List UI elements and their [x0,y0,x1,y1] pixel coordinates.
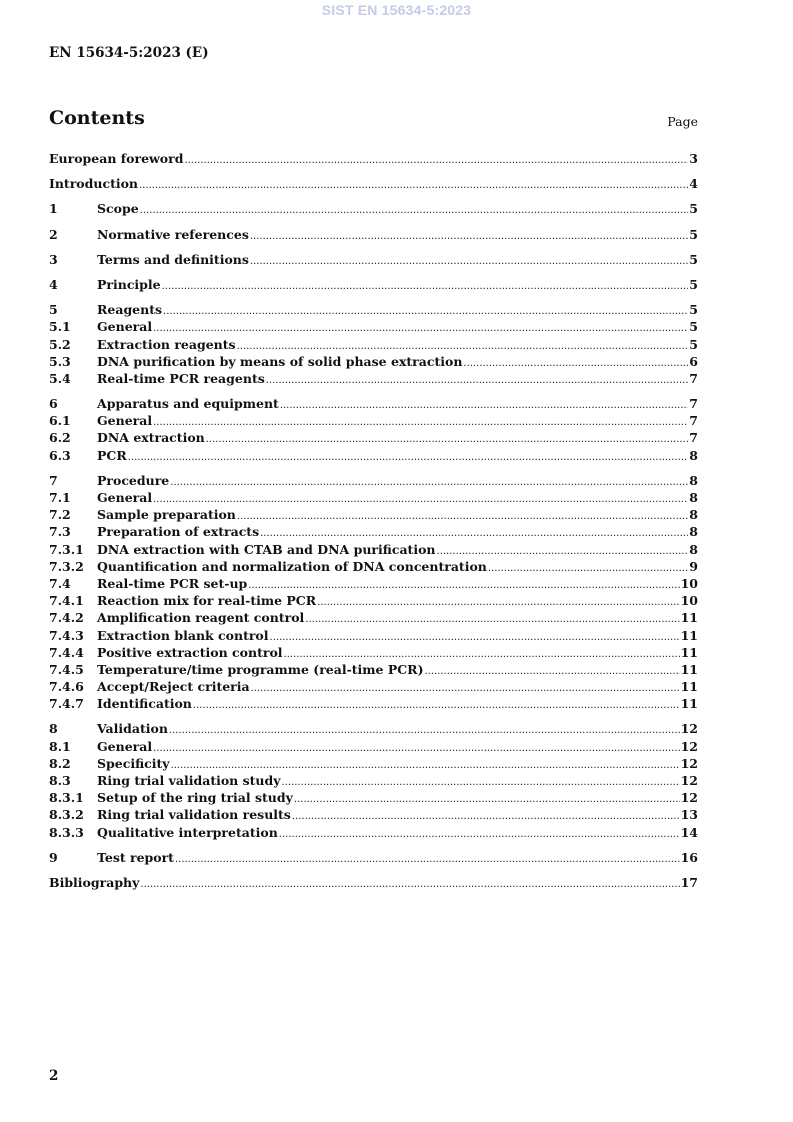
toc-entry[interactable] [49,353,698,370]
toc-entry-number: 8.3.3 [49,824,84,840]
toc-entry-number: 3 [49,251,58,267]
toc-entry-title[interactable]: Bibliography [49,874,140,890]
toc-entry[interactable] [49,472,698,489]
toc-entry-page: 8 [689,524,698,540]
toc-entry-page: 11 [680,696,698,712]
toc-entry-page: 16 [680,849,698,865]
toc-dot-leader [175,849,680,868]
toc-dot-leader [250,226,688,245]
toc-entry-page: 9 [689,558,698,574]
toc-entry[interactable] [49,627,698,644]
toc-dot-leader [140,200,689,219]
toc-entry-title[interactable]: Normative references [97,226,249,242]
toc-entry-title[interactable]: General [97,490,153,505]
toc-entry-page: 5 [689,276,698,292]
toc-entry-page: 7 [689,396,698,412]
toc-entry[interactable] [49,301,698,318]
toc-entry[interactable] [49,874,698,891]
toc-entry-title[interactable]: Principle [97,276,161,292]
toc-entry[interactable] [49,806,698,823]
toc-entry[interactable] [49,609,698,626]
toc-entry-page: 12 [680,755,698,771]
toc-entry-title[interactable]: General [97,319,153,335]
toc-entry[interactable] [49,661,698,678]
toc-entry-number: 2 [49,226,58,242]
toc-entry-title[interactable]: Test report [97,849,174,865]
toc-entry[interactable] [49,849,698,866]
toc-dot-leader [193,695,680,714]
toc-entry-page: 12 [680,773,698,788]
toc-entry[interactable] [49,772,698,789]
toc-entry-number: 5.1 [49,319,71,335]
toc-dot-leader [266,370,689,389]
toc-entry-page: 5 [689,251,698,267]
toc-dot-leader [279,824,680,843]
toc-entry-number: 7.4 [49,575,71,591]
toc-entry-page: 8 [689,507,698,523]
toc-entry[interactable] [49,276,698,293]
toc-entry-title[interactable]: Accept/Reject criteria [97,679,250,695]
toc-entry-page: 11 [680,610,698,626]
toc-entry-page: 11 [680,661,698,677]
toc-dot-leader [250,251,688,270]
toc-entry-title[interactable]: Reaction mix for real-time PCR [97,593,317,609]
toc-entry-title[interactable]: Reagents [97,302,163,318]
toc-entry-page: 5 [689,302,698,318]
contents-heading [49,107,698,133]
toc-entry[interactable] [49,336,698,353]
toc-entry-title[interactable]: Setup of the ring trial study [97,790,293,806]
toc-entry[interactable] [49,678,698,695]
toc-entry[interactable] [49,226,698,243]
toc-entry-page: 8 [689,490,698,505]
toc-entry-number: 7.4.1 [49,593,84,609]
toc-entry-number: 8.3.2 [49,807,84,823]
toc-entry-page: 12 [680,790,698,806]
toc-entry-title[interactable]: Sample preparation [97,507,236,523]
toc-entry-number: 5 [49,302,58,318]
toc-entry[interactable] [49,558,698,575]
toc-entry-title[interactable]: Qualitative interpretation [97,824,278,840]
toc-entry-number: 7.3.2 [49,558,84,574]
toc-entry-number: 7.3.1 [49,541,84,557]
toc-dot-leader [162,276,689,295]
toc-dot-leader [140,874,679,893]
toc-entry-number: 8.1 [49,738,71,754]
toc-entry-title[interactable]: Preparation of extracts [97,524,260,540]
toc-entry-title[interactable]: Amplification reagent control [97,610,305,626]
toc-entry-title[interactable]: Procedure [97,472,170,488]
toc-entry[interactable] [49,150,698,167]
toc-entry-number: 4 [49,276,58,292]
toc-entry[interactable] [49,489,698,506]
toc-entry-title[interactable]: Extraction reagents [97,336,236,352]
toc-dot-leader [184,150,688,169]
toc-entry[interactable] [49,644,698,661]
toc-entry-title[interactable]: DNA extraction with CTAB and DNA purification [97,541,436,557]
toc-entry-number: 6.1 [49,413,71,429]
toc-entry-page: 7 [689,430,698,446]
toc-entry-page: 4 [689,176,698,192]
toc-entry[interactable] [49,412,698,429]
toc-entry[interactable] [49,523,698,540]
toc-entry-page: 12 [680,738,698,754]
toc-entry-number: 7.4.7 [49,696,84,712]
toc-entry-number: 8.2 [49,755,71,771]
toc-entry-page: 8 [689,447,698,463]
toc-entry[interactable] [49,318,698,335]
table-of-contents [49,150,698,891]
toc-entry-title[interactable]: Specificity [97,755,170,771]
toc-entry-page: 5 [689,336,698,352]
toc-entry-page: 5 [689,201,698,217]
toc-entry-number: 8 [49,721,58,737]
toc-entry-number: 7.3 [49,524,71,540]
toc-entry-number: 7.4.6 [49,679,84,695]
toc-entry-page: 5 [689,226,698,242]
toc-entry[interactable] [49,592,698,609]
toc-entry-number: 9 [49,849,58,865]
toc-entry-page: 11 [680,627,698,643]
toc-entry-number: 7.1 [49,490,71,505]
toc-entry[interactable] [49,395,698,412]
toc-entry-title[interactable]: Validation [97,721,168,737]
toc-entry-page: 14 [680,824,698,840]
contents-title: Contents [49,107,145,129]
toc-entry-number: 8.3.1 [49,790,84,806]
page-column-label: Page [667,114,698,129]
toc-entry-number: 6.2 [49,430,71,446]
toc-entry[interactable] [49,175,698,192]
toc-entry-number: 6.3 [49,447,71,463]
toc-entry[interactable] [49,738,698,755]
toc-entry-number: 7.4.2 [49,610,84,626]
toc-entry-title[interactable]: Ring trial validation results [97,807,291,823]
toc-entry-title[interactable]: Real-time PCR reagents [97,370,265,386]
toc-entry-page: 17 [680,874,698,890]
toc-entry-number: 7.4.3 [49,627,84,643]
toc-entry-title[interactable]: Terms and definitions [97,251,249,267]
toc-entry-title[interactable]: General [97,413,153,429]
toc-dot-leader [128,447,689,466]
toc-entry-title[interactable]: Extraction blank control [97,627,269,643]
toc-entry-title[interactable]: Scope [97,201,139,217]
toc-entry-page: 8 [689,541,698,557]
toc-entry[interactable] [49,541,698,558]
toc-entry[interactable] [49,251,698,268]
toc-entry-number: 7 [49,472,58,488]
toc-entry-title[interactable]: DNA extraction [97,430,205,446]
toc-entry[interactable] [49,447,698,464]
toc-entry-page: 11 [680,679,698,695]
toc-entry-number: 5.4 [49,370,71,386]
toc-entry-page: 7 [689,413,698,429]
toc-entry[interactable] [49,200,698,217]
toc-entry-number: 7.4.4 [49,644,84,660]
toc-entry-title[interactable]: Apparatus and equipment [97,396,279,412]
toc-entry-page: 13 [680,807,698,823]
page-number: 2 [49,1068,59,1084]
toc-entry-number: 7.4.5 [49,661,84,677]
toc-entry-page: 7 [689,370,698,386]
toc-entry[interactable] [49,370,698,387]
toc-entry[interactable] [49,429,698,446]
toc-entry-page: 6 [689,353,698,369]
toc-entry-number: 5.2 [49,336,71,352]
toc-entry-title[interactable]: Introduction [49,176,139,192]
toc-entry-page: 8 [689,472,698,488]
toc-entry-number: 5.3 [49,353,71,369]
watermark: SIST EN 15634-5:2023 [321,2,472,18]
toc-dot-leader [139,175,688,194]
toc-entry-title[interactable]: Real-time PCR set-up [97,575,248,591]
toc-entry[interactable] [49,506,698,523]
toc-entry-number: 1 [49,201,58,217]
toc-entry-title[interactable]: PCR [97,447,127,463]
toc-entry-title[interactable]: European foreword [49,151,184,166]
toc-entry-page: 3 [689,151,698,166]
toc-entry[interactable] [49,575,698,592]
toc-entry-title[interactable]: Positive extraction control [97,644,283,660]
toc-entry[interactable] [49,789,698,806]
toc-entry-page: 12 [680,721,698,737]
toc-entry-page: 10 [680,575,698,591]
toc-entry-title[interactable]: Ring trial validation study [97,773,281,788]
toc-entry-page: 10 [680,593,698,609]
toc-entry-title[interactable]: DNA purification by means of solid phase extraction [97,353,463,369]
toc-entry[interactable] [49,824,698,841]
toc-entry-title[interactable]: Identification [97,696,192,712]
toc-entry-number: 7.2 [49,507,71,523]
toc-entry-number: 8.3 [49,773,71,788]
toc-entry-page: 5 [689,319,698,335]
document-id: EN 15634-5:2023 (E) [49,45,209,61]
toc-entry-title[interactable]: General [97,738,153,754]
toc-entry[interactable] [49,755,698,772]
toc-entry-page: 11 [680,644,698,660]
toc-entry[interactable] [49,720,698,737]
toc-entry-number: 6 [49,396,58,412]
toc-entry[interactable] [49,695,698,712]
toc-entry-title[interactable]: Quantification and normalization of DNA concentration [97,558,487,574]
toc-entry-title[interactable]: Temperature/time programme (real-time PCR) [97,661,424,677]
